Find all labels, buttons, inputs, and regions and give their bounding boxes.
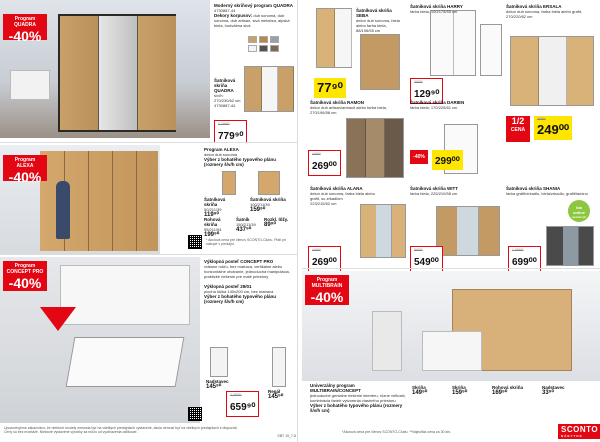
quadra-code: 4730887-44 (214, 8, 236, 13)
darien-badge: -40% (410, 150, 428, 164)
witt-price: 899⁰⁰ 549⁰⁰ (410, 246, 443, 272)
swatch-dark (259, 45, 268, 52)
seba-image-2 (360, 34, 400, 90)
concept-discount-badge: Program CONCEPT PRO -40% (3, 261, 47, 291)
shania-text: Šatníková skriňa SHANIA farba grafit/zrkadlo, biela/zrkadlo, grafit/lamino (506, 186, 588, 196)
sconto-logo[interactable]: SCONTO NÁBYTOK (558, 424, 600, 439)
concept-bed-image (66, 337, 185, 387)
shania-price: 1 099⁰⁰ 699⁰⁰ (508, 246, 541, 272)
left-page-code: SBT 19_7-8 (277, 434, 296, 438)
ersala-half-price-badge: 1/2 CENA (506, 116, 530, 142)
multibrain-item-4: Nadstavec 33⁹⁰ (542, 385, 565, 396)
swatch-sonoma (248, 36, 257, 43)
left-page (0, 0, 298, 442)
harry-image (430, 10, 476, 76)
quadra-discount-badge: Program QUADRA -40% (3, 14, 47, 40)
witt-text: Šatníková skriňa WITT farba biela, 225/210/58 cm (410, 186, 459, 196)
arrow-down-icon (40, 307, 76, 331)
multibrain-item-1: Skriňa 149⁹⁰ (412, 385, 428, 396)
swatch-metal (270, 36, 279, 43)
person-figure (56, 181, 70, 239)
ramon-text: Šatníková skriňa RAMON dekor dub artisan/antracit alebo farba biela, 270/196/58 cm (310, 100, 387, 115)
swatch-white (248, 45, 257, 52)
ramon-image (346, 118, 404, 178)
concept-small-item-2: Regál 145⁹⁰ (268, 389, 284, 400)
concept-qr-code[interactable] (188, 407, 202, 421)
ersala-price: 499⁰⁰ 249⁰⁰ (534, 116, 572, 140)
multibrain-section (302, 268, 600, 424)
darien-text: Šatníková skriňa DARIEN farba biela, 170/225/61 cm (410, 100, 465, 110)
swatch-brown (270, 45, 279, 52)
alexa-item-2-image (258, 171, 280, 195)
alexa-qr-code[interactable] (188, 235, 202, 249)
alexa-item-1-image (222, 171, 236, 195)
quadra-colors-text: dub sonoma, dub sonoma, dub artisan, sivá metalíza, alpská biela, hodvábna sivá (214, 13, 290, 28)
shania-image (546, 226, 594, 266)
alexa-item-1: Šatníková skriňa 50/211/39 119⁹⁰ (204, 197, 226, 218)
ersala-image (510, 36, 594, 106)
concept-price: 1 099⁰⁰ 659⁹⁰ (226, 391, 259, 417)
concept-text: Výklopná posteľ CONCEPT PRO vrátane rošťu, bez matraca, vertikálne alebo horizontálne otváranie, jednoduchá manipulácia, praktické riešenie pre malé priestory Výklopná posteľ 29/01 plocha lôžka 140x200 cm, bez matraca Výber z bohatého typového plánu (rozmery š/v/h cm) (204, 259, 290, 304)
concept-regal-image (272, 347, 286, 387)
harry-image-2 (480, 24, 502, 76)
alexa-item-3: Rohová skriňa 95/211/94 199⁹⁰ (204, 217, 222, 238)
multibrain-text: Univerzálny program MULTIBRAIN/CONCEPT jednoduché genialne riešenie interiéru, rôzne veľkosti, kombinácia farieb vytvorenia vlastného priestoru Výber z bohatého typového plánu (rozmery š/v/h cm) (310, 383, 406, 413)
alexa-item-4: Šatník 150/211/39 437⁹⁰ (236, 217, 256, 233)
darien-price: 299⁰⁰ (432, 150, 463, 170)
quadra-wardrobe-image (58, 14, 176, 132)
multibrain-discount-badge: Program MULTIBRAIN -40% (305, 275, 349, 305)
alexa-item-5: Rozkl. lôžy. 89⁹⁰ (264, 217, 289, 228)
quadra-price: 1 299⁰⁰ 779⁹⁰ (214, 120, 247, 142)
seba-price: 77⁹⁰ (314, 78, 346, 98)
alana-price: 449⁰⁰ 269⁰⁰ (308, 246, 341, 272)
multibrain-item-3: Rohová skriňa 169⁹⁰ (492, 385, 524, 396)
seba-image (316, 8, 352, 68)
quadra-product-image (244, 66, 294, 112)
alexa-text: Program ALEXA dekor dub sonoma Výber z bohatého typového plánu (rozmery š/v/h cm) (204, 147, 277, 167)
alexa-item-2: Šatníková skriňa 100/211/39 159⁹⁰ (250, 197, 286, 213)
online-only-badge: iba online sconto.sk (568, 200, 590, 222)
witt-image (436, 206, 500, 256)
alana-text: Šatníková skriňa ALANA dekor dub sonoma, farba biela alebo grafit, so zrkadlom 223/215/62 cm (310, 186, 375, 206)
quadra-title: Moderný skriňový program QUADRA (214, 3, 294, 8)
alana-image (360, 204, 406, 258)
right-page (302, 0, 600, 442)
quadra-colors-heading: Dekory korpusov: (214, 13, 253, 18)
ersala-text: Šatníková skriňa ERSALA dekor dub sonoma, farba biela alebo grafit, 270/220/62 cm (506, 4, 583, 19)
quadra-section (0, 0, 298, 142)
alexa-section (0, 142, 298, 254)
quadra-text (214, 3, 296, 28)
alexa-note: * Akciová cena pre členov SCONTO-Clubu. Platí pri nákupe v predajni. (206, 238, 287, 246)
ramon-price: 449⁰⁰ 269⁰⁰ (308, 150, 341, 176)
seba-text: Šatníková skriňa SEBA dekor dub sonoma, biela alebo farba biela, 88/196/55 cm (356, 8, 400, 33)
left-footer: Upozorňujeme zákazníkov, že niektoré modely nemusia byť na všetkých predajniach vystavené, akcia nemusí byť na všetkých predajniach k dispozícii. Ceny sú bez montáže. Niektoré vystavené výrobky sa môžu od vyobrazenia odlišovať. (4, 426, 238, 434)
harry-text: Šatníková skriňa HARRY farba biela, 100/175/55 cm (410, 4, 463, 14)
harry-price: 259⁰⁰ 129⁹⁰ (410, 78, 443, 104)
swatch-artisan (259, 36, 268, 43)
concept-section (0, 254, 298, 424)
multibrain-item-2: Skriňa 159⁹⁰ (452, 385, 468, 396)
right-footer: *Akciová cena pre členov SCONTO-Clubu. **Najnižšia cena za 30 dní. (342, 430, 452, 434)
concept-nadstavec-image (210, 347, 228, 377)
concept-small-item-1: Nadstavec 145⁹⁰ (206, 379, 229, 390)
alexa-discount-badge: Program ALEXA -40% (3, 155, 47, 181)
quadra-item: Šatníková skriňa QUADRA š/v/h: 270/230/62 cm 4730887-44 (214, 78, 241, 108)
